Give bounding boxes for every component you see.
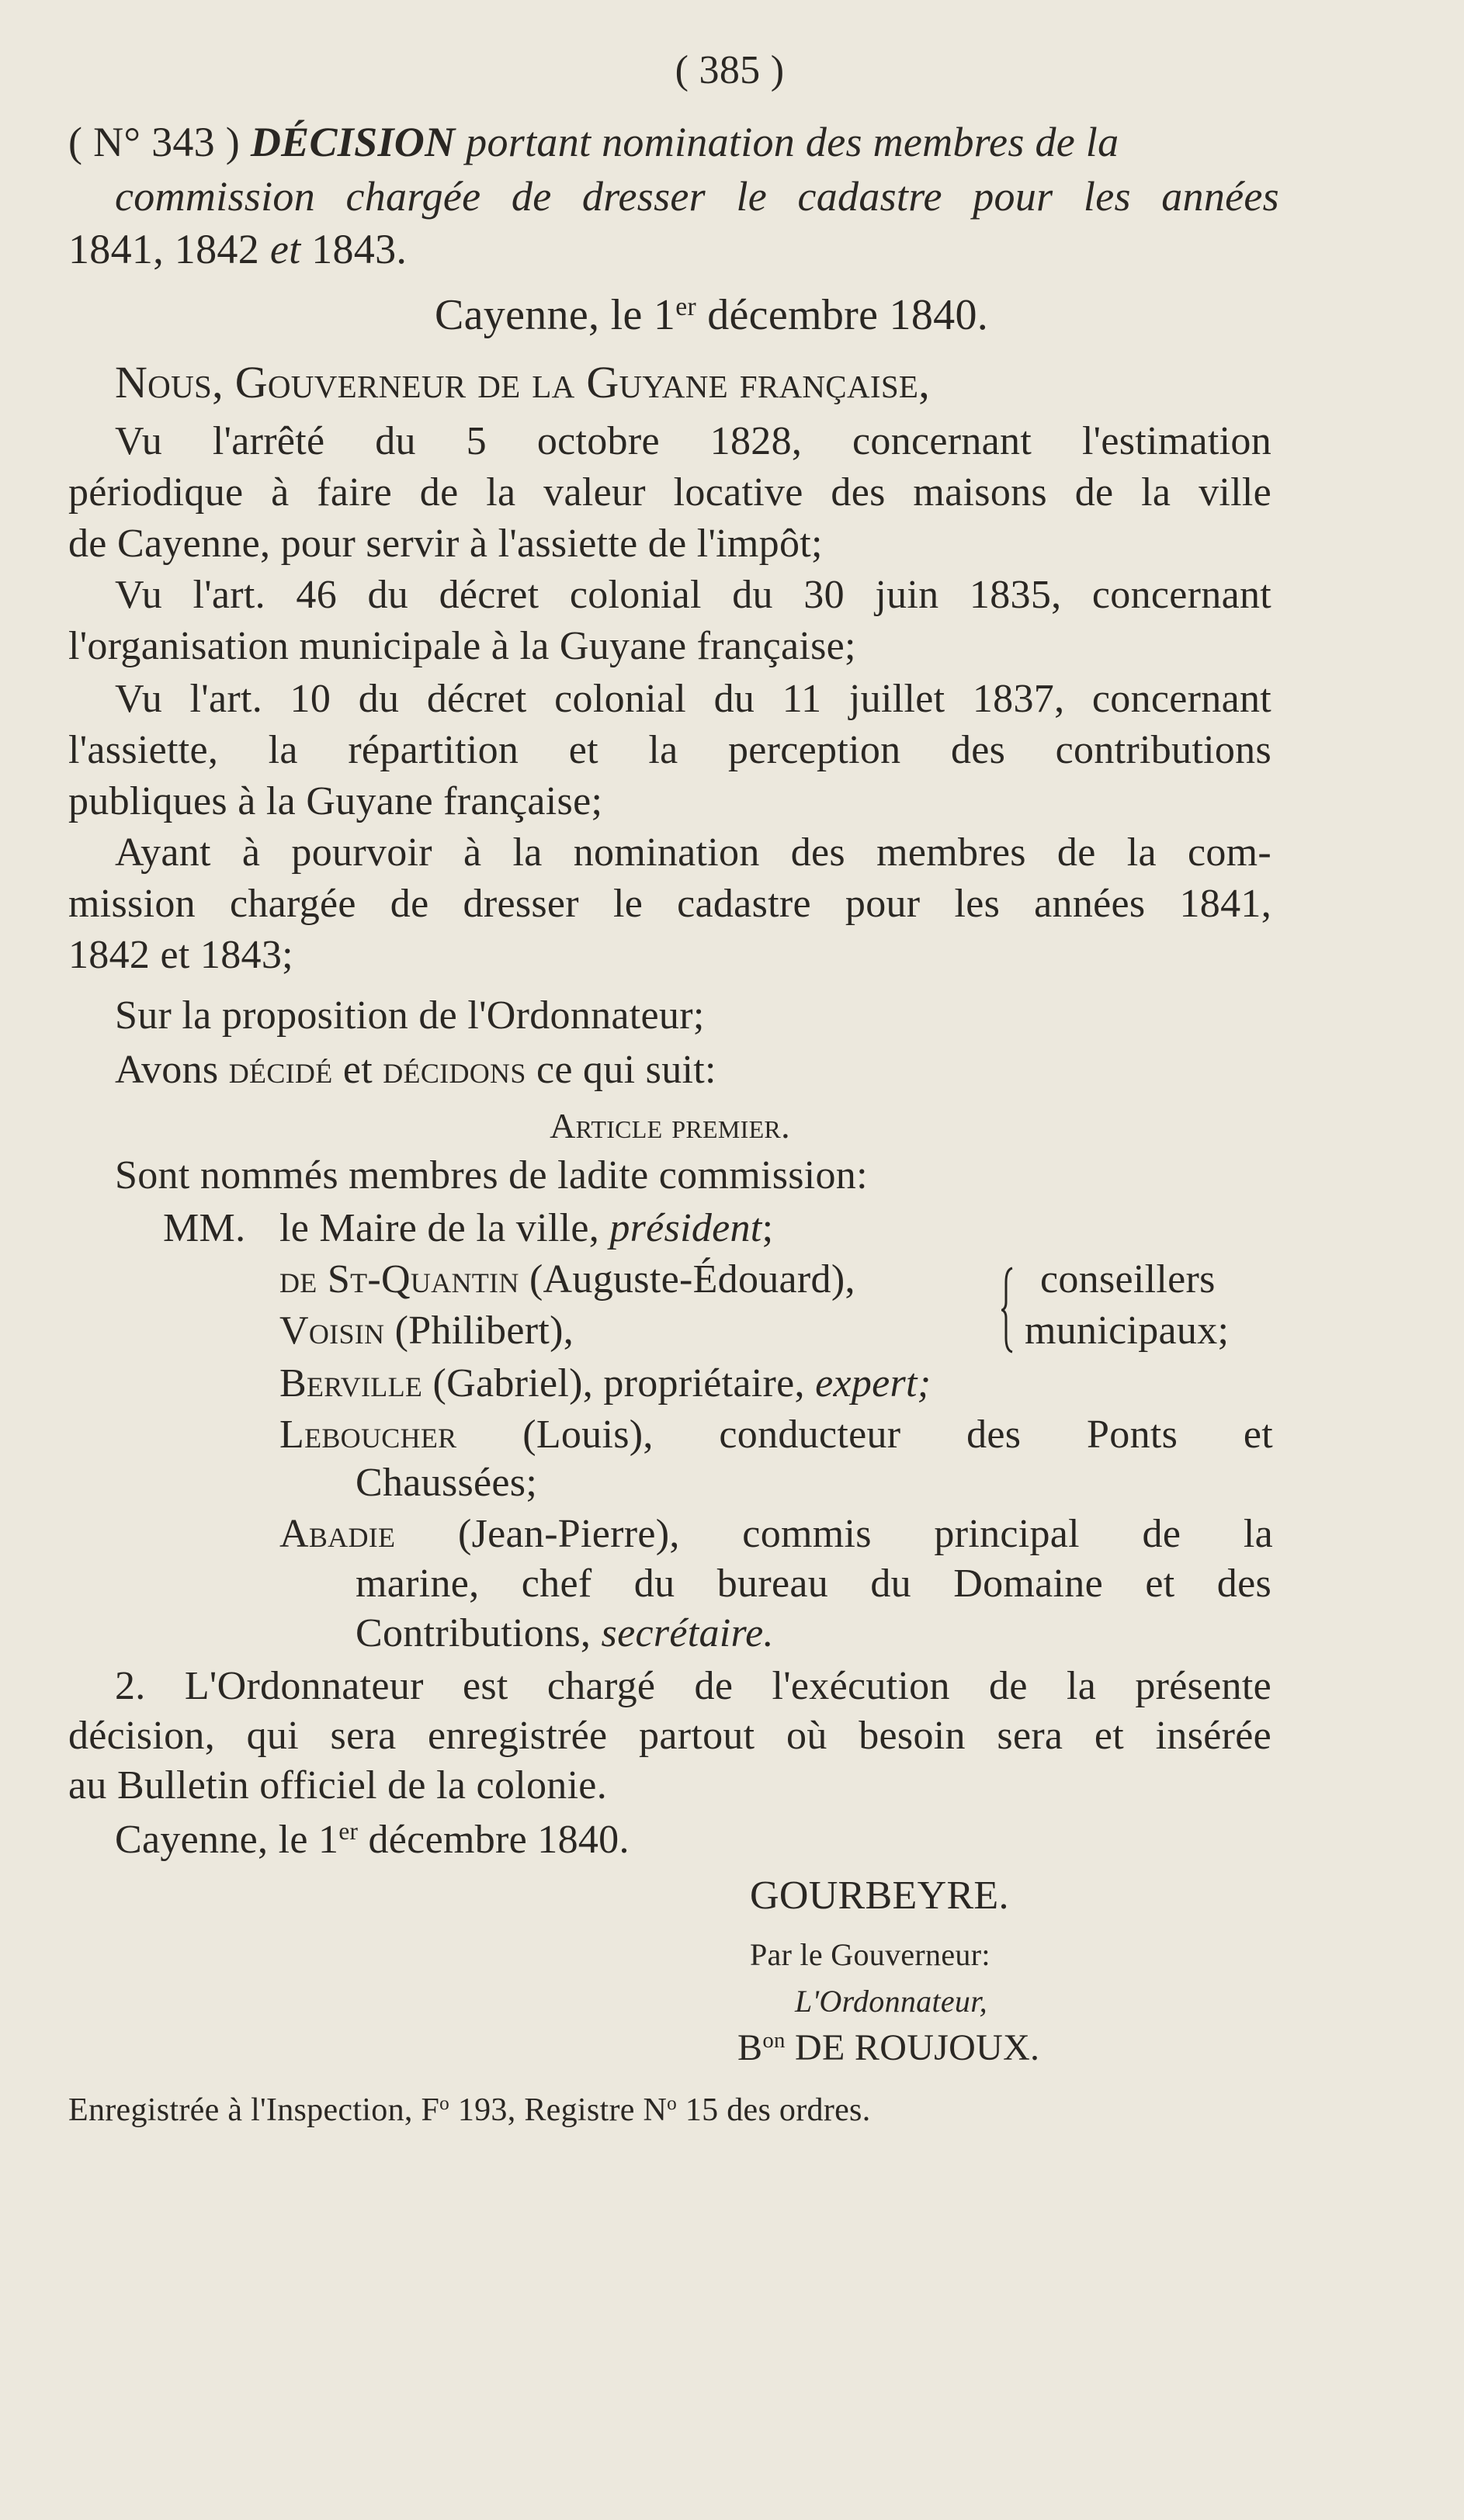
preamble-line: Vu l'art. 10 du décret colonial du 11 juillet 1837, concernant	[115, 677, 1271, 721]
maire-end: ;	[761, 1206, 774, 1250]
voisin-name: Voisin	[279, 1309, 385, 1353]
page-number: ( 385 )	[675, 48, 785, 92]
dateline-before: Cayenne, le 1	[435, 291, 676, 339]
registration-a: Enregistrée à l'Inspection, F	[68, 2092, 440, 2128]
berville-name: Berville	[279, 1361, 423, 1406]
member-voisin	[279, 1307, 978, 1355]
nous-gouverneur: Nous, Gouverneur de la Guyane française,	[115, 357, 931, 407]
avons-part-2: et	[332, 1048, 383, 1092]
preamble-line: mission chargée de dresser le cadastre pour les années 1841,	[68, 882, 1271, 926]
registration-sup-2: o	[667, 2093, 678, 2115]
baron-prefix: B	[737, 2027, 763, 2068]
governor-signature: GOURBEYRE.	[750, 1874, 1009, 1918]
decision-number: ( N° 343 )	[68, 119, 241, 165]
preamble-line: Sur la proposition de l'Ordonnateur;	[115, 993, 705, 1038]
member-abadie-line-2: marine, chef du bureau du Domaine et des	[356, 1562, 1271, 1606]
avons-decide	[115, 1046, 1271, 1094]
brace	[1001, 1267, 1015, 1354]
dateline	[435, 291, 1289, 339]
decision-years-end: 1843.	[300, 226, 408, 272]
article-2-line: au Bulletin officiel de la colonie.	[68, 1763, 607, 1808]
dateline-after: décembre 1840.	[696, 291, 989, 339]
baron-signature	[737, 2024, 1242, 2072]
decision-heading-line-1	[68, 118, 1279, 166]
preamble-line: l'organisation municipale à la Guyane française;	[68, 624, 856, 668]
decidons-word: décidons	[383, 1048, 526, 1092]
maire-role: président	[609, 1206, 762, 1250]
closing-date-sup: er	[338, 1817, 359, 1845]
preamble-line: 1842 et 1843;	[68, 933, 293, 977]
registration-note	[68, 2086, 1233, 2134]
decision-title-keyword: DÉCISION	[250, 119, 456, 165]
avons-part-3: ce qui suit:	[526, 1048, 716, 1092]
member-leboucher	[279, 1411, 1273, 1459]
decide-word: décidé	[228, 1048, 333, 1092]
preamble-line: périodique à faire de la valeur locative des maisons de la ville	[68, 470, 1271, 515]
member-abadie	[279, 1510, 1273, 1558]
ordonnateur-label: L'Ordonnateur,	[795, 1984, 987, 2019]
brace-label-1: conseillers	[1040, 1257, 1216, 1302]
brace-label-2: municipaux;	[1025, 1309, 1230, 1353]
preamble-line: l'assiette, la répartition et la perception des contributions	[68, 728, 1271, 772]
registration-b: 193, Registre N	[449, 2092, 668, 2128]
article-title: Article premier.	[550, 1106, 790, 1146]
par-le-gouverneur: Par le Gouverneur:	[750, 1937, 990, 1972]
article-2-line: 2. L'Ordonnateur est chargé de l'exécution de la présente	[115, 1664, 1271, 1708]
st-quantin-name: de St-Quantin	[279, 1257, 519, 1302]
decision-title-part-1: portant nomination des membres de la	[455, 119, 1119, 165]
closing-date-before: Cayenne, le 1	[115, 1818, 339, 1862]
member-abadie-line-3	[356, 1610, 1271, 1658]
member-st-quantin	[279, 1256, 978, 1304]
member-leboucher-line-2: Chaussées;	[356, 1461, 538, 1505]
registration-sup-1: o	[439, 2093, 450, 2115]
leboucher-rest: (Louis), conducteur des Ponts et	[456, 1413, 1273, 1457]
voisin-rest: (Philibert),	[384, 1309, 574, 1353]
decision-years-et: et	[269, 226, 301, 272]
berville-rest: (Gabriel), propriétaire,	[422, 1361, 816, 1406]
article-2-line: décision, qui sera enregistrée partout où besoin sera et insérée	[68, 1714, 1271, 1758]
decision-years: 1841, 1842	[68, 226, 270, 272]
abadie-role: secrétaire.	[601, 1611, 774, 1655]
decision-heading-line-3	[68, 225, 845, 273]
abadie-line-3-text: Contributions,	[356, 1611, 602, 1655]
maire-text: le Maire de la ville,	[279, 1206, 610, 1250]
leboucher-name: Leboucher	[279, 1413, 457, 1457]
preamble-line: de Cayenne, pour servir à l'assiette de l'impôt;	[68, 522, 823, 566]
preamble-line: Vu l'arrêté du 5 octobre 1828, concernant l'estimation	[115, 419, 1271, 463]
brace-icon	[1001, 1267, 1015, 1354]
member-maire	[163, 1205, 1273, 1253]
closing-date	[115, 1816, 1046, 1864]
berville-role: expert;	[815, 1361, 931, 1406]
baron-sup: on	[762, 2028, 786, 2054]
preamble-line: Ayant à pourvoir à la nomination des membres de la com-	[115, 830, 1271, 875]
registration-c: 15 des ordres.	[677, 2092, 871, 2128]
abadie-rest: (Jean-Pierre), commis principal de la	[395, 1512, 1273, 1556]
member-berville	[279, 1360, 1273, 1408]
decision-heading-line-2: commission chargée de dresser le cadastre pour les années	[115, 173, 1279, 220]
article-intro: Sont nommés membres de ladite commission:	[115, 1153, 868, 1198]
mm-label: MM.	[163, 1206, 246, 1250]
avons-part-1: Avons	[115, 1048, 229, 1092]
abadie-name: Abadie	[279, 1512, 396, 1556]
st-quantin-rest: (Auguste-Édouard),	[519, 1257, 855, 1302]
preamble-line: publiques à la Guyane française;	[68, 779, 603, 823]
dateline-sup: er	[675, 292, 696, 321]
closing-date-after: décembre 1840.	[358, 1818, 630, 1862]
preamble-line: Vu l'art. 46 du décret colonial du 30 juin 1835, concernant	[115, 573, 1271, 617]
baron-name: DE ROUJOUX.	[785, 2027, 1040, 2068]
